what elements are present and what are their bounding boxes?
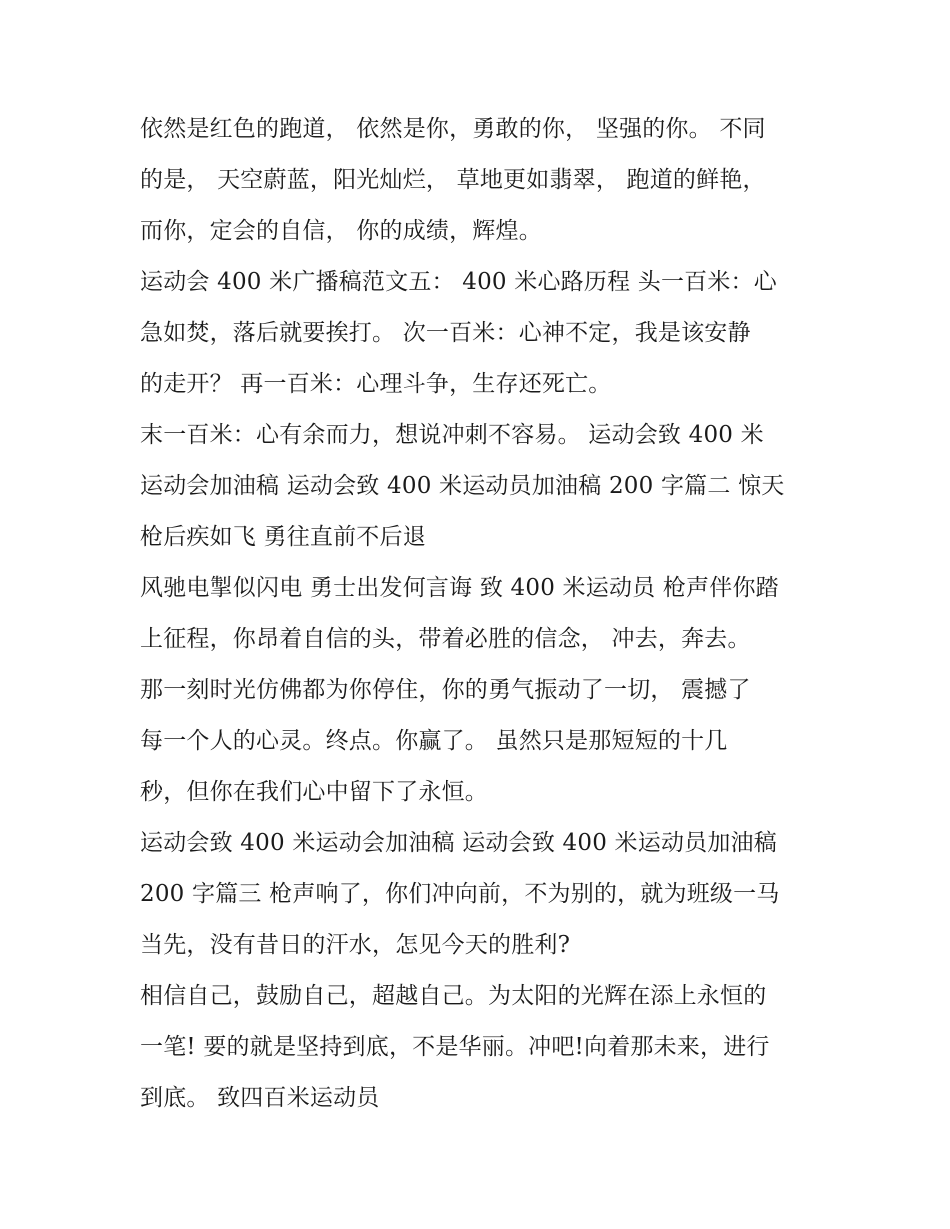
text-line: 相信自己，鼓励自己，超越自己。为太阳的光辉在添上永恒的 — [140, 983, 767, 1009]
text-line: 运动会 400 米广播稿范文五： 400 米心路历程 头一百米：心 — [140, 269, 777, 295]
text-line: 依然是红色的跑道， 依然是你，勇敢的你， 坚强的你。 不同 — [140, 116, 766, 142]
text-line: 每一个人的心灵。终点。你赢了。 虽然只是那短短的十几 — [140, 728, 728, 754]
text-line: 200 字篇三 枪声响了，你们冲向前，不为别的，就为班级一马 — [140, 881, 780, 907]
text-line: 急如焚，落后就要挨打。 次一百米：心神不定，我是该安静 — [140, 320, 751, 346]
text-line: 当先，没有昔日的汗水，怎见今天的胜利? — [140, 932, 571, 958]
text-line: 风驰电掣似闪电 勇士出发何言诲 致 400 米运动员 枪声伴你踏 — [140, 575, 779, 601]
text-line: 那一刻时光仿佛都为你停住，你的勇气振动了一切， 震撼了 — [140, 677, 751, 703]
text-line: 一笔! 要的就是坚持到底，不是华丽。冲吧!向着那未来，进行 — [140, 1034, 770, 1060]
text-line: 上征程，你昂着自信的头，带着必胜的信念， 冲去，奔去。 — [140, 626, 751, 652]
text-line: 枪后疾如飞 勇往直前不后退 — [140, 524, 426, 550]
text-line: 运动会致 400 米运动会加油稿 运动会致 400 米运动员加油稿 — [140, 830, 777, 856]
text-line: 的是， 天空蔚蓝，阳光灿烂， 草地更如翡翠， 跑道的鲜艳， — [140, 167, 766, 193]
text-line: 的走开？ 再一百米：心理斗争，生存还死亡。 — [140, 371, 612, 397]
text-line: 末一百米：心有余而力，想说冲刺不容易。 运动会致 400 米 — [140, 422, 764, 448]
text-line: 而你，定会的自信， 你的成绩，辉煌。 — [140, 218, 542, 244]
text-line: 运动会加油稿 运动会致 400 米运动员加油稿 200 字篇二 惊天 — [140, 473, 785, 499]
text-line: 到底。 致四百米运动员 — [140, 1085, 380, 1111]
document-body — [140, 104, 820, 1124]
text-line: 秒，但你在我们心中留下了永恒。 — [140, 779, 488, 805]
